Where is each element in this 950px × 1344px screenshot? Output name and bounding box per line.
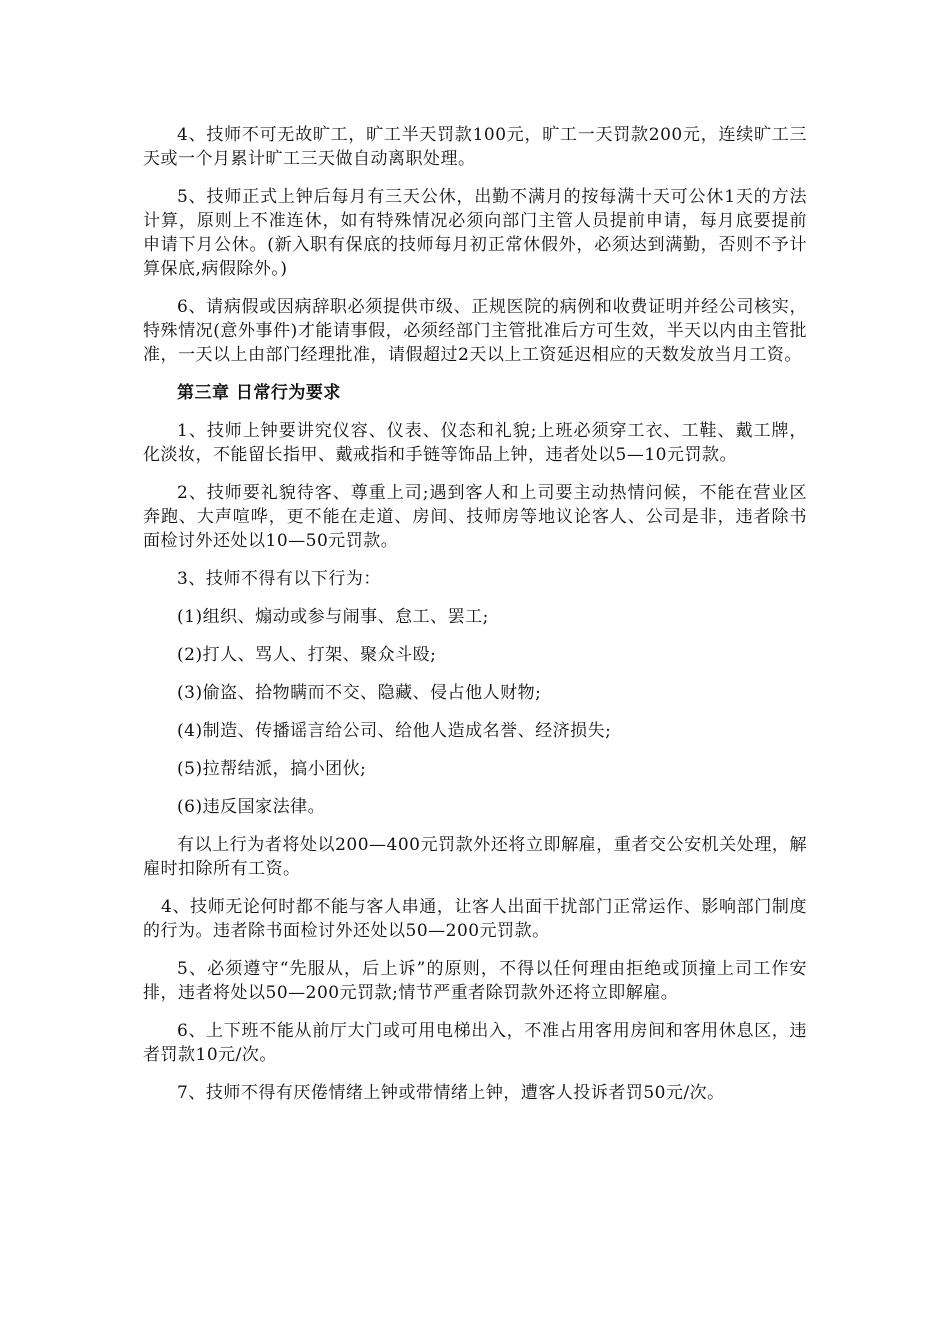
paragraph-absence-rule: 4、技师不可无故旷工，旷工半天罚款100元，旷工一天罚款200元，连续旷工三天或一个月累计旷工三天做自动离职处理。 bbox=[143, 125, 807, 169]
chapter-title: 第三章 日常行为要求 bbox=[177, 383, 341, 403]
rule-attitude: 7、技师不得有厌倦情绪上钟或带情绪上钟，遭客人投诉者罚50元/次。 bbox=[177, 1083, 725, 1103]
prohibited-item: (5)拉帮结派，搞小团伙; bbox=[177, 759, 367, 779]
paragraph-day-off-rule: 5、技师正式上钟后每月有三天公休，出勤不满月的按每满十天可公休1天的方法计算，原则上不准连休，如有特殊情况必须向部门主管人员提前申请，每月底要提前申请下月公休。(新入职有保底的技师每月初正常休假外，必须达到满勤，否则不予计算保底,病假除外。) bbox=[143, 187, 807, 279]
prohibited-item: (6)违反国家法律。 bbox=[177, 797, 326, 817]
rule-prohibited-intro: 3、技师不得有以下行为： bbox=[177, 569, 381, 589]
paragraph-sick-leave-rule: 6、请病假或因病辞职必须提供市级、正规医院的病例和收费证明并经公司核实，特殊情况(意外事件)才能请事假，必须经部门主管批准后方可生效，半天以内由主管批准，一天以上由部门经理批准，请假超过2天以上工资延迟相应的天数发放当月工资。 bbox=[143, 297, 807, 365]
rule-collusion: 4、技师无论何时都不能与客人串通，让客人出面干扰部门正常运作、影响部门制度的行为。违者除书面检讨外还处以50—200元罚款。 bbox=[143, 897, 807, 941]
document-body bbox=[143, 123, 807, 1119]
penalty-note: 有以上行为者将处以200—400元罚款外还将立即解雇，重者交公安机关处理，解雇时扣除所有工资。 bbox=[143, 835, 807, 879]
prohibited-item: (1)组织、煽动或参与闹事、怠工、罢工; bbox=[177, 607, 489, 627]
rule-appearance: 1、技师上钟要讲究仪容、仪表、仪态和礼貌;上班必须穿工衣、工鞋、戴工牌，化淡妆，不能留长指甲、戴戒指和手链等饰品上钟，违者处以5—10元罚款。 bbox=[143, 421, 807, 465]
rule-entrance: 6、上下班不能从前厅大门或可用电梯出入，不准占用客用房间和客用休息区，违者罚款10元/次。 bbox=[143, 1021, 807, 1065]
rule-obey-first: 5、必须遵守“先服从，后上诉”的原则，不得以任何理由拒绝或顶撞上司工作安排，违者将处以50—200元罚款;情节严重者除罚款外还将立即解雇。 bbox=[143, 959, 807, 1003]
rule-courtesy: 2、技师要礼貌待客、尊重上司;遇到客人和上司要主动热情问候，不能在营业区奔跑、大声喧哗，更不能在走道、房间、技师房等地议论客人、公司是非，违者除书面检讨外还处以10—50元罚款。 bbox=[143, 483, 807, 551]
prohibited-item: (3)偷盗、拾物瞒而不交、隐藏、侵占他人财物; bbox=[177, 683, 542, 703]
prohibited-item: (4)制造、传播谣言给公司、给他人造成名誉、经济损失; bbox=[177, 721, 612, 741]
prohibited-item: (2)打人、骂人、打架、聚众斗殴; bbox=[177, 645, 437, 665]
